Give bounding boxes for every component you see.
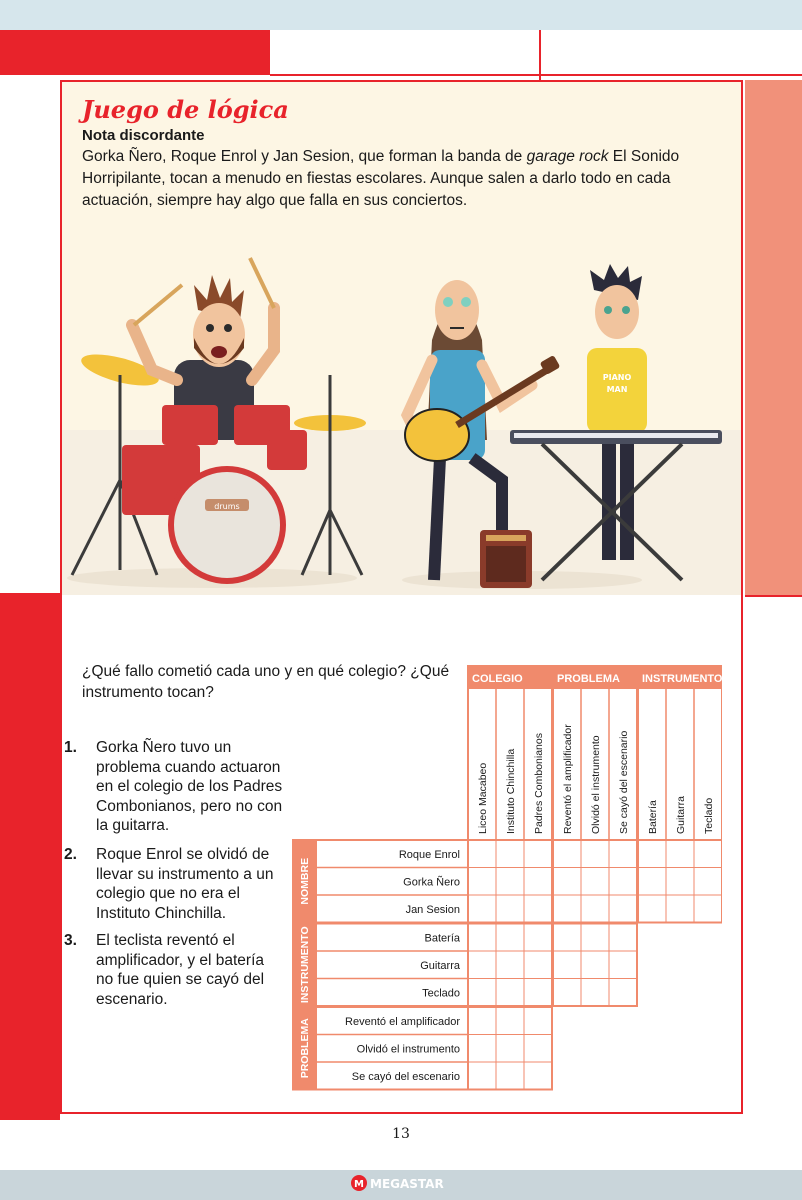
grid-cell[interactable]: [524, 868, 552, 896]
logic-grid: [292, 664, 722, 1094]
col-header: Padres Combonianos: [533, 733, 545, 834]
grid-cell[interactable]: [524, 951, 552, 979]
top-red-block: [0, 30, 270, 75]
grid-cell[interactable]: [553, 895, 581, 923]
grid-cell[interactable]: [524, 1035, 552, 1063]
grid-cell[interactable]: [694, 895, 722, 923]
grid-cell[interactable]: [609, 979, 637, 1007]
grid-cell[interactable]: [609, 868, 637, 896]
clue-3: 3. El teclista reventó el amplificador, y el batería no fue quien se cayó del escenario.: [64, 932, 265, 1008]
grid-cell[interactable]: [609, 951, 637, 979]
grid-cell[interactable]: [468, 840, 496, 868]
grid-cell[interactable]: [609, 924, 637, 952]
grid-cell[interactable]: [581, 951, 609, 979]
drummer: [72, 258, 366, 581]
col-header: Se cayó del escenario: [618, 730, 630, 834]
row-header: Batería: [424, 932, 460, 945]
row-header: Olvidó el instrumento: [356, 1043, 460, 1056]
puzzle-question: ¿Qué fallo cometió cada uno y en qué colegio? ¿Qué instrumento tocan?: [82, 663, 450, 701]
row-header: Teclado: [422, 987, 460, 1000]
grid-cell[interactable]: [468, 979, 496, 1007]
intro-italic: garage rock: [526, 148, 609, 165]
grid-cell[interactable]: [581, 924, 609, 952]
svg-text:M: M: [354, 1179, 364, 1190]
grid-cell[interactable]: [553, 868, 581, 896]
row-group-label: NOMBRE: [299, 857, 311, 905]
grid-cell[interactable]: [496, 868, 524, 896]
keyboardist: [510, 264, 722, 580]
grid-cell[interactable]: [468, 951, 496, 979]
grid-cell[interactable]: [553, 840, 581, 868]
row-header: Gorka Ñero: [403, 876, 460, 889]
grid-cell[interactable]: [581, 979, 609, 1007]
col-group-label: INSTRUMENTO: [642, 673, 722, 685]
grid-cell[interactable]: [524, 1062, 552, 1090]
row-group-label: INSTRUMENTO: [299, 926, 311, 1004]
left-red-block: [0, 595, 60, 1120]
col-header: Teclado: [703, 797, 715, 834]
col-header: Batería: [647, 800, 659, 834]
row-group-label: PROBLEMA: [299, 1018, 311, 1079]
grid-cell[interactable]: [666, 895, 694, 923]
grid-cell[interactable]: [496, 979, 524, 1007]
grid-cell[interactable]: [638, 868, 666, 896]
page-title: Juego de lógica: [82, 95, 289, 124]
grid-cell[interactable]: [524, 895, 552, 923]
grid-cell[interactable]: [524, 840, 552, 868]
col-header: Liceo Macabeo: [477, 762, 489, 834]
col-group-label: COLEGIO: [472, 673, 523, 685]
shirt-text-man: MAN: [606, 385, 628, 394]
left-horizontal-line: [0, 593, 60, 595]
top-horizontal-line: [270, 74, 802, 76]
grid-cell[interactable]: [524, 924, 552, 952]
intro-paragraph: Gorka Ñero, Roque Enrol y Jan Sesion, que forman la banda de garage rock El Sonido Horripilante, tocan a menudo en fiestas escolares. Aunque salen a darlo todo en cada actuación, siempre hay algo que falla en sus conciertos.: [82, 148, 680, 209]
shirt-text-piano: PIANO: [602, 373, 632, 382]
amplifier: [480, 530, 532, 588]
grid-cell[interactable]: [609, 895, 637, 923]
grid-cell[interactable]: [468, 868, 496, 896]
right-horizontal-line: [745, 595, 802, 597]
grid-cell[interactable]: [581, 868, 609, 896]
row-header: Guitarra: [420, 959, 460, 972]
grid-cell[interactable]: [524, 1007, 552, 1035]
top-divider-line: [539, 30, 541, 80]
col-header: Guitarra: [675, 796, 687, 834]
grid-cell[interactable]: [468, 1035, 496, 1063]
band-illustration: [62, 230, 741, 595]
grid-cell[interactable]: [496, 1007, 524, 1035]
grid-cell[interactable]: [553, 924, 581, 952]
publisher-name: MEGASTAR: [370, 1177, 444, 1191]
grid-cell[interactable]: [553, 979, 581, 1007]
grid-cell[interactable]: [666, 868, 694, 896]
grid-cell[interactable]: [496, 1062, 524, 1090]
grid-cell[interactable]: [496, 895, 524, 923]
row-header: Roque Enrol: [398, 848, 460, 861]
grid-cell[interactable]: [468, 1062, 496, 1090]
grid-cell[interactable]: [553, 951, 581, 979]
grid-cell[interactable]: [496, 951, 524, 979]
grid-cell[interactable]: [496, 1035, 524, 1063]
grid-cell[interactable]: [468, 895, 496, 923]
grid-cell[interactable]: [496, 840, 524, 868]
row-header: Reventó el amplificador: [345, 1015, 460, 1028]
grid-cell[interactable]: [638, 895, 666, 923]
grid-cell[interactable]: [638, 840, 666, 868]
grid-cell[interactable]: [581, 840, 609, 868]
col-header: Reventó el amplificador: [562, 724, 574, 834]
grid-cell[interactable]: [468, 924, 496, 952]
col-header: Instituto Chinchilla: [505, 748, 517, 834]
right-salmon-block: [745, 80, 802, 595]
col-header: Olvidó el instrumento: [590, 735, 602, 834]
row-header: Jan Sesion: [405, 903, 460, 916]
col-group-label: PROBLEMA: [557, 673, 620, 685]
publisher-logo: [350, 1172, 460, 1194]
top-sky-band: [0, 0, 802, 30]
page-number: 13: [392, 1126, 410, 1142]
grid-cell[interactable]: [524, 979, 552, 1007]
grid-cell[interactable]: [694, 840, 722, 868]
clue-2: 2. Roque Enrol se olvidó de llevar su instrumento a un colegio que no era el Instituto Chinchilla.: [64, 846, 274, 922]
puzzle-subtitle: Nota discordante: [82, 127, 205, 144]
grid-cell[interactable]: [609, 840, 637, 868]
drum-brand-label: drums: [214, 502, 240, 511]
grid-cell[interactable]: [468, 1007, 496, 1035]
row-header: Se cayó del escenario: [351, 1070, 460, 1083]
grid-cell[interactable]: [694, 868, 722, 896]
grid-cell[interactable]: [666, 840, 694, 868]
clue-1: 1. Gorka Ñero tuvo un problema cuando actuaron en el colegio de los Padres Combonianos, pero no con la guitarra.: [64, 739, 283, 834]
grid-cell[interactable]: [581, 895, 609, 923]
grid-cell[interactable]: [496, 924, 524, 952]
